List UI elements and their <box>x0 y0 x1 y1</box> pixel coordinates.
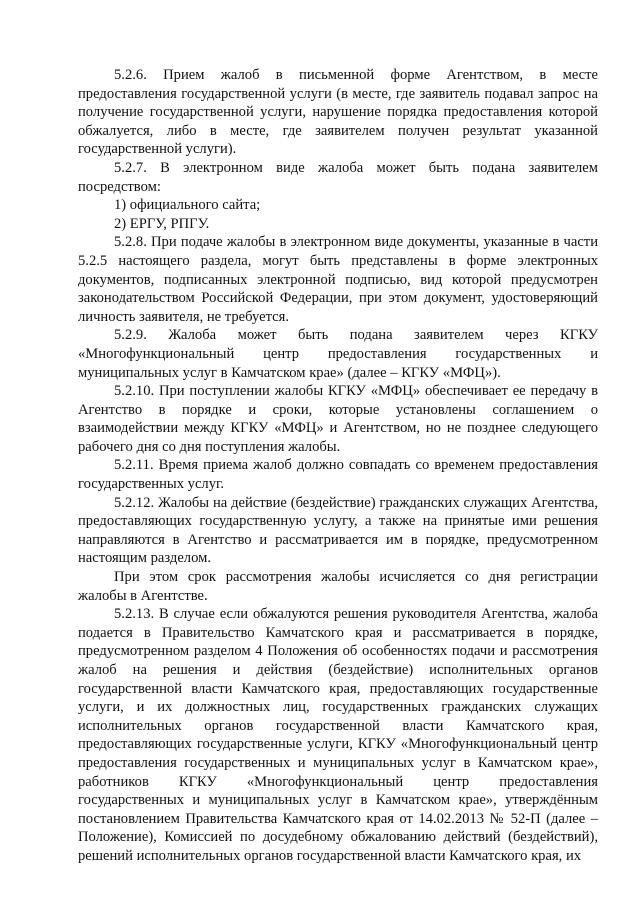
paragraph-review-term: При этом срок рассмотрения жалобы исчисляется со дня регистрации жалобы в Агентстве. <box>78 569 598 604</box>
paragraph-5-2-13: 5.2.13. В случае если обжалуются решения руководителя Агентства, жалоба подается в Правительство Камчатского края и рассматривается в порядке, предусмотренном разделом 4 Положения об особенностях подачи и рассмотрения жалоб на решения и действия (бездействие) исполнительных органов государственной власти Камчатского края, предоставляющих государственные услуги, и их должностных лиц, государственных гражданских служащих исполнительных органов государственной власти Камчатского края, предоставляющих государственные услуги, КГКУ «Многофункциональный центр предоставления государственных и муниципальных услуг в Камчатском крае», работников КГКУ «Многофункциональный центр предоставления государственных и муниципальных услуг в Камчатском крае», утверждённым постановлением Правительства Камчатского края от 14.02.2013 № 52-П (далее – Положение), Комиссией по досудебному обжалованию действий (бездействий), решений исполнительных органов государственной власти Камчатского края, их <box>78 606 598 864</box>
list-item-official-site: 1) официального сайта; <box>114 197 261 214</box>
paragraph-5-2-8: 5.2.8. При подаче жалобы в электронном виде документы, указанные в части 5.2.5 настоящего раздела, могут быть представлены в форме электронных документов, подписанных электронной подписью, вид которой предусмотрен законодательством Российской Федерации, при этом документ, удостоверяющий личность заявителя, не требуется. <box>78 234 598 325</box>
paragraph-5-2-12: 5.2.12. Жалобы на действие (бездействие) гражданских служащих Агентства, предоставляющих государственную услугу, а также на принятые ими решения направляются в Агентство и рассматривается им в порядке, предусмотренном настоящим разделом. <box>78 494 598 567</box>
list-item-ergu-rpgu: 2) ЕРГУ, РПГУ. <box>114 215 210 232</box>
document-page <box>78 66 598 866</box>
paragraph-5-2-6: 5.2.6. Прием жалоб в письменной форме Агентством, в месте предоставления государственной услуги (в месте, где заявитель подавал запрос на получение государственной услуги, нарушение порядка предоставления которой обжалуется, либо в месте, где заявителем получен результат указанной государственной услуги). <box>78 67 598 158</box>
paragraph-5-2-10: 5.2.10. При поступлении жалобы КГКУ «МФЦ» обеспечивает ее передачу в Агентство в порядке и сроки, которые установлены соглашением о взаимодействии между КГКУ «МФЦ» и Агентством, но не позднее следующего рабочего дня со дня поступления жалобы. <box>78 383 598 455</box>
paragraph-5-2-7: 5.2.7. В электронном виде жалоба может быть подана заявителем посредством: <box>78 159 598 195</box>
paragraph-5-2-11: 5.2.11. Время приема жалоб должно совпадать со временем предоставления государственных услуг. <box>78 457 598 493</box>
paragraph-5-2-9: 5.2.9. Жалоба может быть подана заявителем через КГКУ «Многофункциональный центр предоставления государственных и муниципальных услуг в Камчатском крае» (далее – КГКУ «МФЦ»). <box>78 327 598 381</box>
